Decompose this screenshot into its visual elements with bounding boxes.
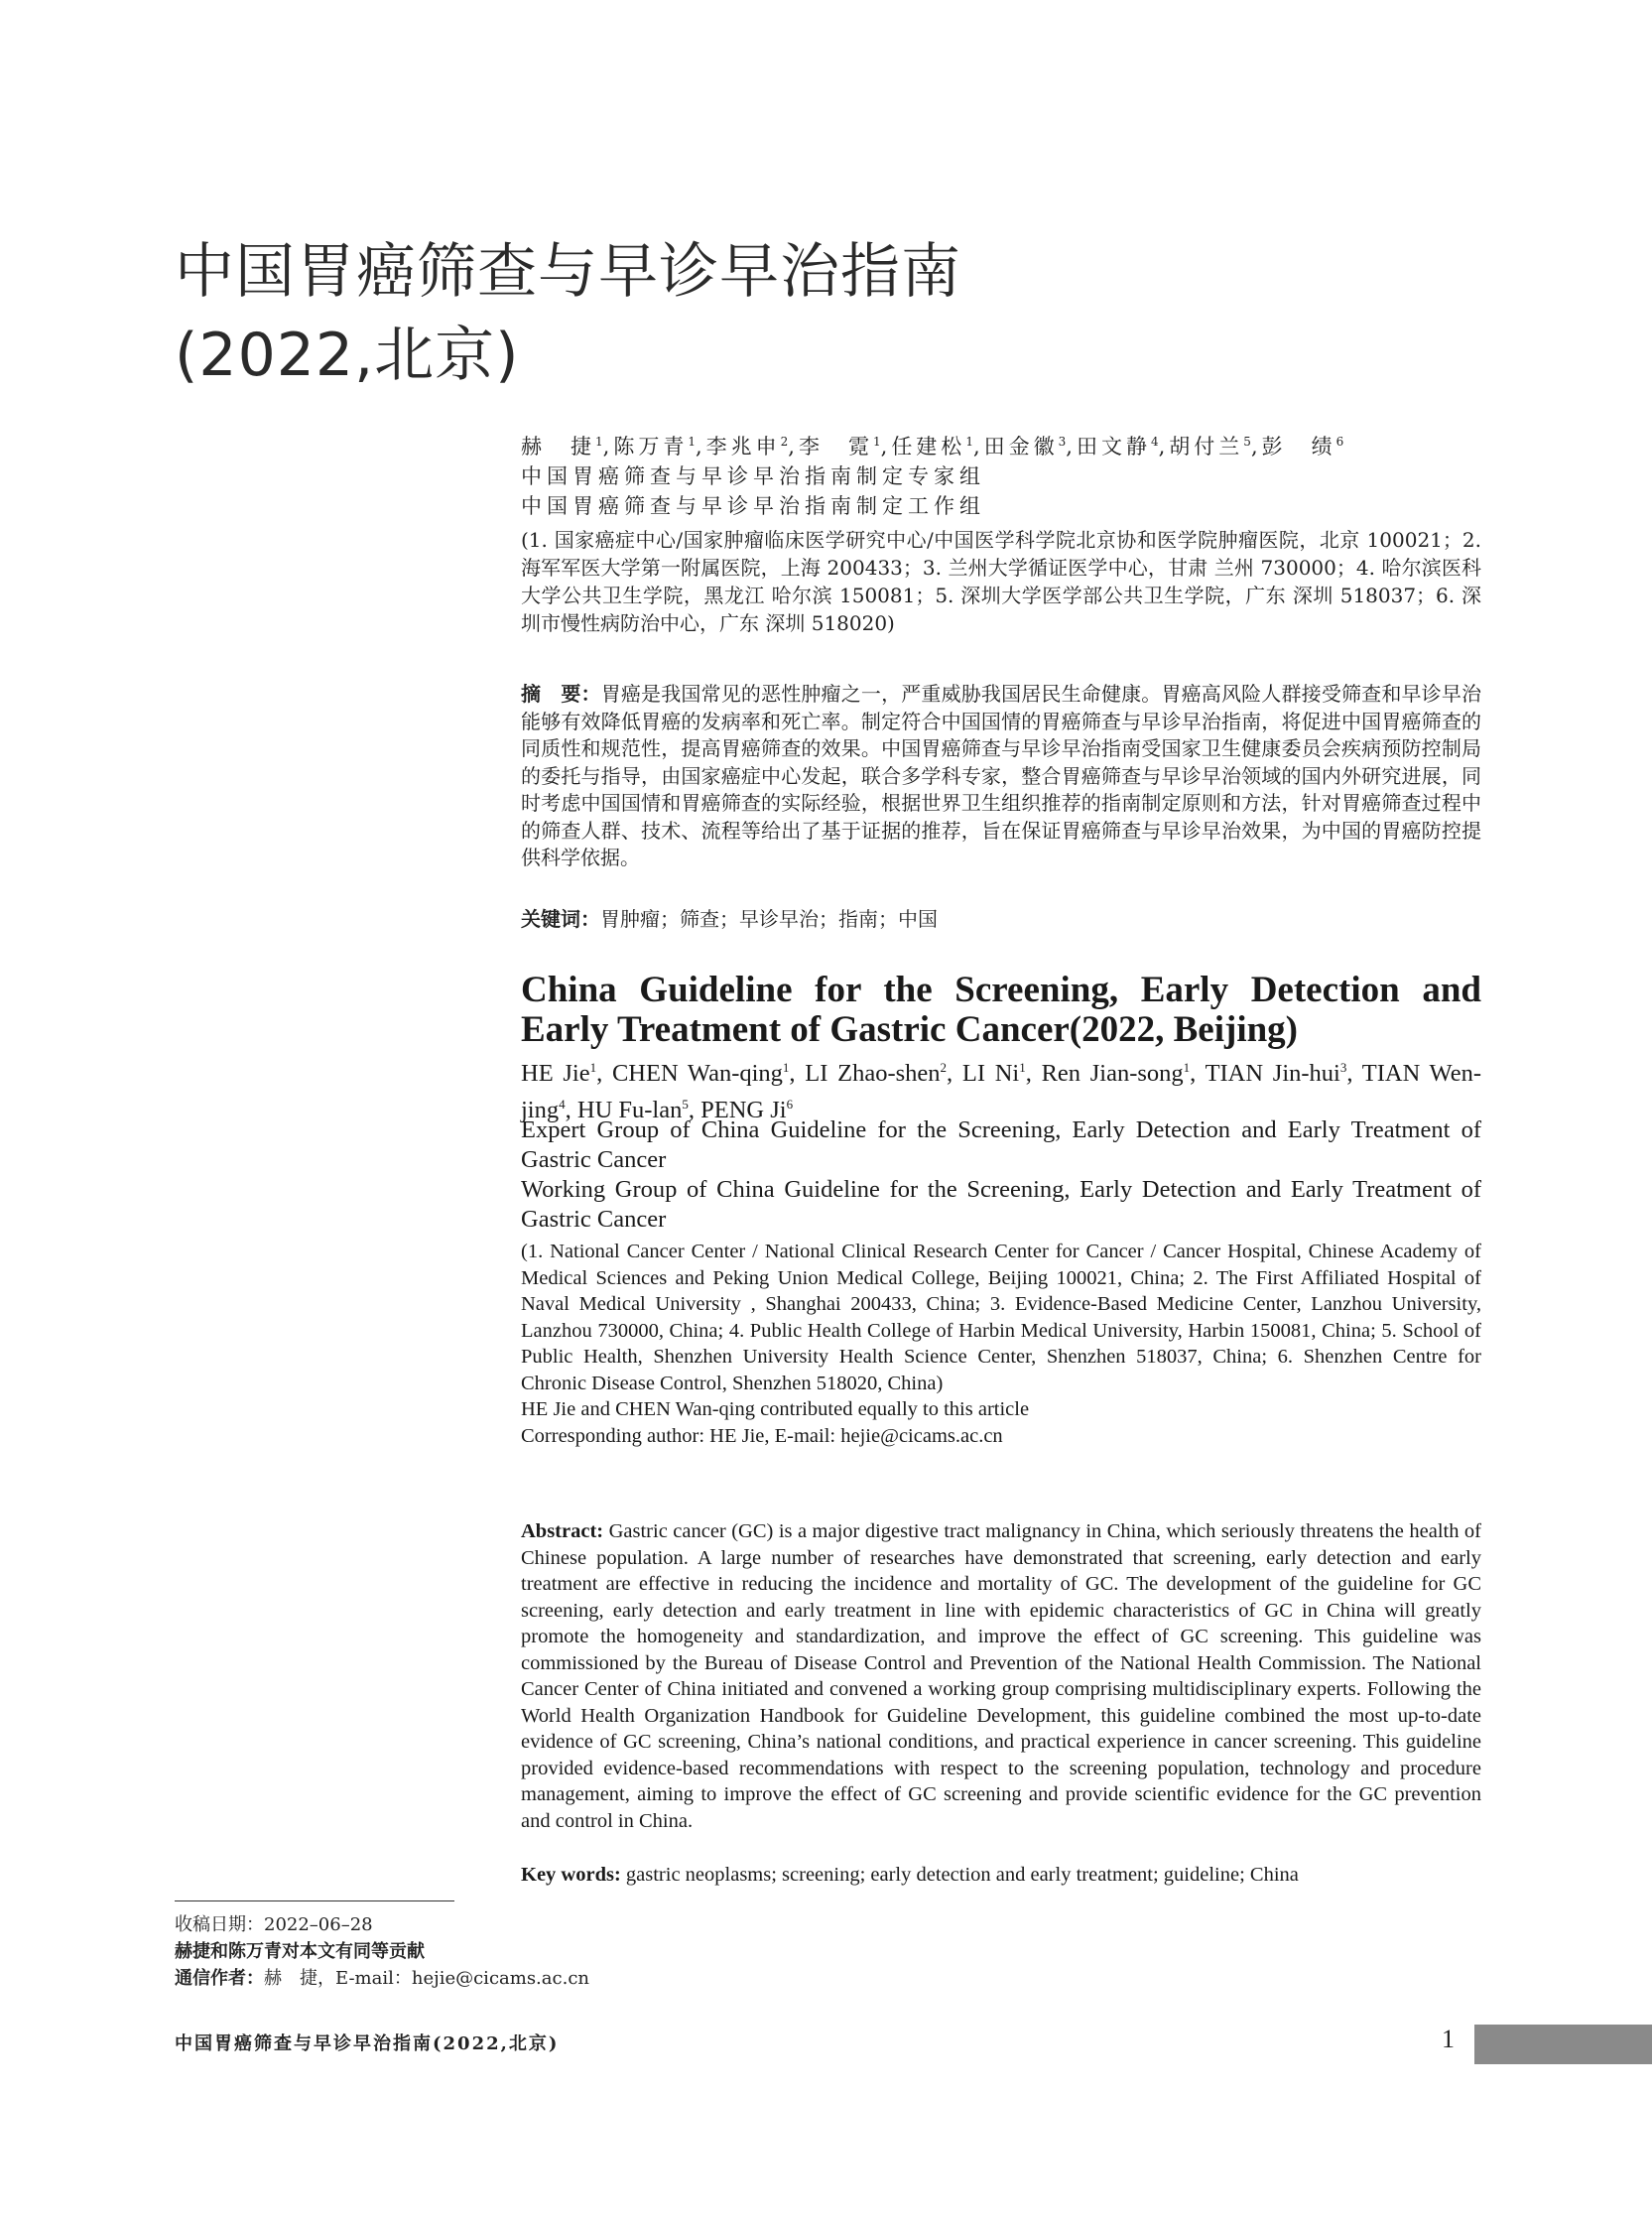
title-en-line1: China Guideline for the Screening, Early Detection and xyxy=(521,970,1481,1010)
abstract-en xyxy=(521,1518,1481,1834)
keywords-cn-label: 关键词： xyxy=(521,907,600,931)
received-date: 收稿日期：2022–06–28 xyxy=(175,1914,373,1935)
abstract-en-text: Gastric cancer (GC) is a major digestive tract malignancy in China, which seriously threatens the health of Chinese population. A large number of researches have demonstrated that screening, early detection and early treatment are effective in reducing the incidence and mortality of GC. The development of the guideline for GC screening, early detection and early treatment in line with epidemic characteristics of GC in China will greatly promote the homogeneity and standardization, and improve the effect of GC screening. This guideline was commissioned by the Bureau of Disease Control and Prevention of the National Health Commission. The National Cancer Center of China initiated and convened a working group comprising multidisciplinary experts. Following the World Health Organization Handbook for Guideline Development, this guideline combined the most up-to-date evidence of GC screening, China’s national conditions, and practical experience in cancer screening. This guideline provided evidence-based recommendations with respect to the screening population, technology and procedure management, aiming to improve the effect of GC screening and provide scientific evidence for the GC prevention and control in China. xyxy=(521,1520,1482,1832)
author-en: PENG Ji$^6$ xyxy=(700,1097,794,1124)
author-en: TIAN Wen-jing$^4$, xyxy=(521,1060,1481,1124)
page-tab-bar xyxy=(1474,2025,1652,2064)
group-en-expert: Expert Group of China Guideline for the Screening, Early Detection and Early Treatment of Gastric Cancer xyxy=(521,1116,1481,1173)
title-en-line2: Early Treatment of Gastric Cancer(2022, Beijing) xyxy=(521,1009,1298,1050)
author-en: TIAN Jin-hui$^3$, xyxy=(1205,1060,1362,1088)
abstract-en-label: Abstract: xyxy=(521,1520,604,1542)
running-title: 中国胃癌筛查与早诊早治指南(2022,北京) xyxy=(175,2033,560,2054)
author-cn: 赫 捷$^1$, xyxy=(521,435,614,458)
keywords-cn xyxy=(521,905,1481,933)
affiliations-cn: (1. 国家癌症中心/国家肿瘤临床医学研究中心/中国医学科学院北京协和医学院肿瘤医院，北京 100021；2. 海军军医大学第一附属医院，上海 200433；3. 兰州大学循证医学中心，甘肃 兰州 730000；4. 哈尔滨医科大学公共卫生学院，黑龙江 哈尔滨 150081；5. 深圳大学医学部公共卫生学院，广东 深圳 518037；6. 深圳市慢性病防治中心，广东 深圳 518020) xyxy=(521,528,1481,635)
group-cn-expert: 中国胃癌筛查与早诊早治指南制定专家组 xyxy=(521,464,985,488)
title-cn-line2: (2022,北京) xyxy=(175,321,520,390)
author-cn: 李兆申$^2$, xyxy=(705,435,799,458)
abstract-cn xyxy=(521,681,1481,872)
title-cn-line1: 中国胃癌筛查与早诊早治指南 xyxy=(175,237,961,307)
author-en: HE Jie$^1$, xyxy=(521,1060,612,1088)
corresponding-author-cn xyxy=(175,1965,589,1992)
author-en: Ren Jian-song$^1$, xyxy=(1041,1060,1206,1088)
footnote-divider xyxy=(175,1900,454,1901)
keywords-cn-text: 胃肿瘤；筛查；早诊早治；指南；中国 xyxy=(600,907,938,931)
authors-cn xyxy=(521,427,1481,521)
groups-en xyxy=(521,1115,1481,1235)
author-en: CHEN Wan-qing$^1$, xyxy=(611,1060,806,1088)
corresponding-author-en: Corresponding author: HE Jie, E-mail: hejie@cicams.ac.cn xyxy=(521,1424,1003,1447)
author-en: HU Fu-lan$^5$, xyxy=(576,1097,701,1124)
author-cn: 田金徽$^3$, xyxy=(983,435,1077,458)
author-cn: 彭 绩$^6$ xyxy=(1261,435,1344,458)
author-cn: 陈万青$^1$, xyxy=(613,435,706,458)
author-cn: 李 霓$^1$, xyxy=(798,435,892,458)
author-en: LI Zhao-shen$^2$, xyxy=(805,1060,962,1088)
group-cn-working: 中国胃癌筛查与早诊早治指南制定工作组 xyxy=(521,494,985,518)
author-en: LI Ni$^1$, xyxy=(961,1060,1042,1088)
page-title-cn xyxy=(175,230,1464,397)
group-en-working: Working Group of China Guideline for the Screening, Early Detection and Early Treatment of Gastric Cancer xyxy=(521,1176,1481,1233)
keywords-en-label: Key words: xyxy=(521,1864,621,1886)
affiliations-en xyxy=(521,1239,1481,1449)
keywords-en xyxy=(521,1862,1481,1888)
equal-contribution-en: HE Jie and CHEN Wan-qing contributed equally to this article xyxy=(521,1398,1030,1420)
page-number: 1 xyxy=(1442,2025,1455,2053)
corresponding-cn-text: 赫 捷，E-mail：hejie@cicams.ac.cn xyxy=(264,1968,589,1989)
author-cn: 田文静$^4$, xyxy=(1076,435,1170,458)
abstract-cn-label: 摘 要： xyxy=(521,682,601,706)
keywords-en-text: gastric neoplasms; screening; early detection and early treatment; guideline; China xyxy=(625,1864,1299,1886)
author-cn: 胡付兰$^5$, xyxy=(1169,435,1262,458)
equal-contribution-cn: 赫捷和陈万青对本文有同等贡献 xyxy=(175,1941,425,1962)
abstract-cn-text: 胃癌是我国常见的恶性肿瘤之一，严重威胁我国居民生命健康。胃癌高风险人群接受筛查和早诊早治能够有效降低胃癌的发病率和死亡率。制定符合中国国情的胃癌筛查与早诊早治指南，将促进中国胃癌筛查的同质性和规范性，提高胃癌筛查的效果。中国胃癌筛查与早诊早治指南受国家卫生健康委员会疾病预防控制局的委托与指导，由国家癌症中心发起，联合多学科专家，整合胃癌筛查与早诊早治领域的国内外研究进展，同时考虑中国国情和胃癌筛查的实际经验，根据世界卫生组织推荐的指南制定原则和方法，针对胃癌筛查过程中的筛查人群、技术、流程等给出了基于证据的推荐，旨在保证胃癌筛查与早诊早治效果，为中国的胃癌防控提供科学依据。 xyxy=(521,682,1482,869)
page-title-en xyxy=(521,971,1481,1050)
author-cn: 任建松$^1$, xyxy=(891,435,984,458)
corresponding-cn-label: 通信作者： xyxy=(175,1968,264,1989)
affiliations-en-text: (1. National Cancer Center / National Clinical Research Center for Cancer / Cancer Hospital, Chinese Academy of Medical Sciences and Peking Union Medical College, Beijing 100021, China; 2. The First Affiliated Hospital of Naval Medical University , Shanghai 200433, China; 3. Evidence-Based Medicine Center, Lanzhou University, Lanzhou 730000, China; 4. Public Health College of Harbin Medical University, Harbin 150081, China; 5. School of Public Health, Shenzhen University Health Science Center, Shenzhen 518037, China; 6. Shenzhen Centre for Chronic Disease Control, Shenzhen 518020, China) xyxy=(521,1241,1481,1394)
